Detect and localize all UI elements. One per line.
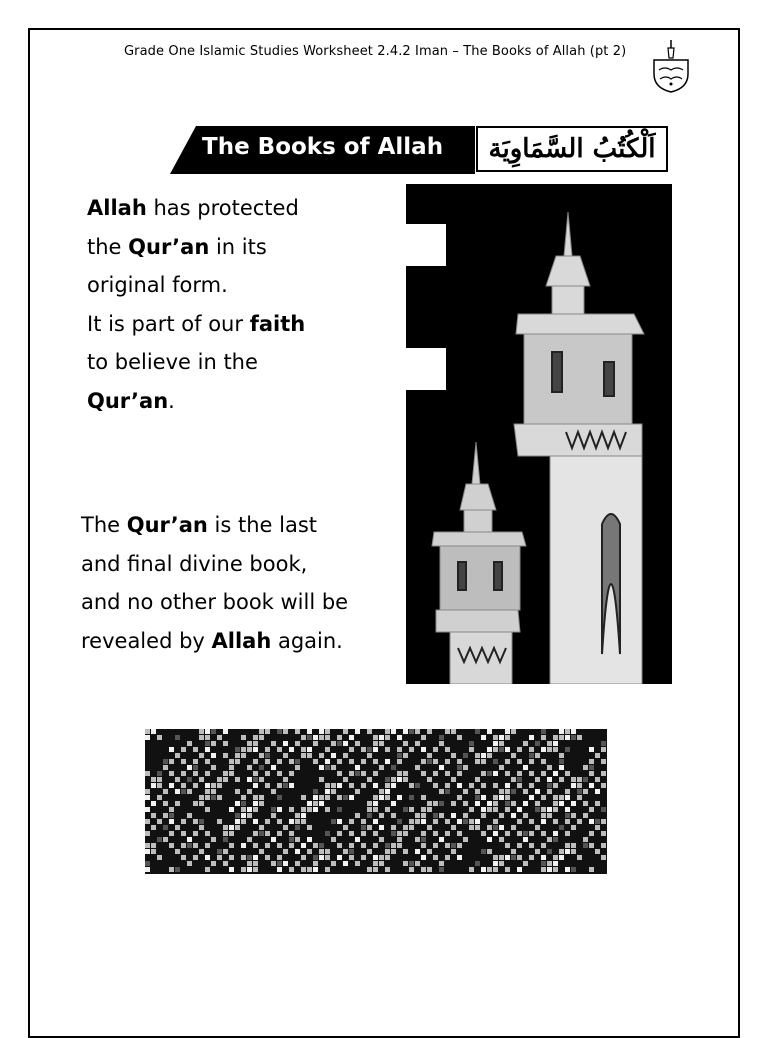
worksheet-header: Grade One Islamic Studies Worksheet 2.4.2 Iman – The Books of Allah (pt 2) bbox=[124, 44, 627, 59]
text-run: has protected bbox=[146, 196, 299, 220]
text-run: The bbox=[81, 513, 127, 537]
text-line bbox=[81, 545, 411, 584]
text-run: the bbox=[87, 234, 129, 259]
title-banner bbox=[170, 126, 670, 174]
text-run: revealed by bbox=[81, 628, 212, 653]
text-line bbox=[81, 622, 411, 661]
text-run: in its bbox=[209, 234, 267, 259]
bold-term: faith bbox=[249, 311, 306, 336]
banner-arabic-title: اَلْكُتُبُ السَّمَاوِيَة bbox=[476, 126, 668, 172]
school-crest-logo bbox=[650, 38, 692, 94]
text-line bbox=[87, 228, 387, 267]
text-line bbox=[87, 343, 387, 382]
bold-term: Qur’an bbox=[128, 234, 210, 259]
text-line bbox=[87, 382, 387, 421]
text-line bbox=[81, 506, 411, 545]
text-line bbox=[87, 266, 387, 305]
text-run: It is part of our bbox=[87, 311, 250, 336]
islamic-geometric-pattern bbox=[145, 729, 607, 874]
paragraph-final-book bbox=[81, 506, 411, 660]
text-run: . bbox=[168, 388, 175, 413]
bold-term: Allah bbox=[211, 628, 272, 653]
text-run: is the last bbox=[207, 513, 318, 537]
banner-title: The Books of Allah bbox=[202, 134, 444, 160]
bold-term: Allah bbox=[87, 196, 147, 220]
text-run: original form. bbox=[87, 273, 228, 297]
text-run: and final divine book, bbox=[81, 551, 308, 576]
bold-term: Qur’an bbox=[126, 513, 208, 537]
text-run: again. bbox=[271, 628, 343, 653]
text-run: to believe in the bbox=[87, 350, 258, 374]
text-line bbox=[81, 583, 411, 622]
text-run: and no other book will be bbox=[81, 590, 349, 614]
paragraph-protection bbox=[87, 189, 387, 420]
bold-term: Qur’an bbox=[87, 388, 169, 413]
text-line bbox=[87, 189, 387, 228]
minaret-photo bbox=[406, 184, 672, 684]
text-line bbox=[87, 305, 387, 344]
